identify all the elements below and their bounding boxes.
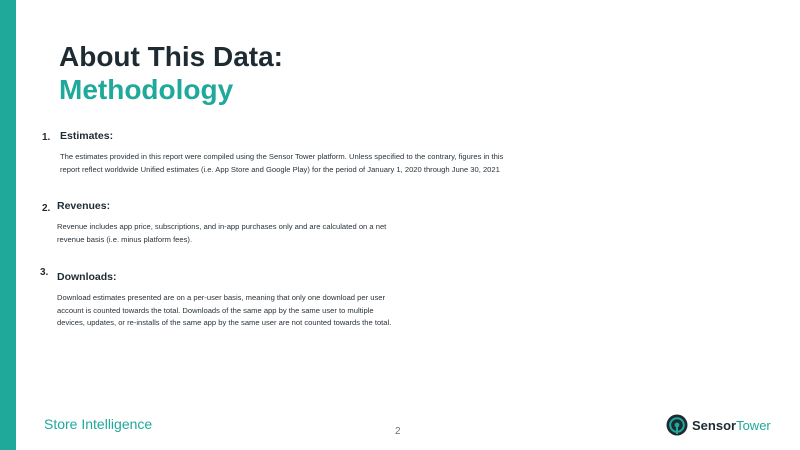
logo-text-tower: Tower (736, 417, 771, 433)
footer-store-intelligence: Store Intelligence (44, 416, 153, 432)
body-line: revenue basis (i.e. minus platform fees). (57, 234, 193, 244)
item-heading-estimates: Estimates: (60, 130, 114, 142)
body-line: The estimates provided in this report were compiled using the Sensor Tower platform. Unless specified to the contrary, figures in this (60, 152, 504, 161)
sensor-tower-logo (666, 412, 770, 438)
body-line: Revenue includes app price, subscriptions, and in-app purchases only and are calculated on a net (57, 222, 387, 231)
body-line: Download estimates presented are on a per-user basis, meaning that only one download per user (57, 293, 385, 302)
item-body-estimates (60, 151, 580, 176)
page-title: About This Data: (59, 41, 283, 72)
page-subtitle: Methodology (59, 74, 234, 105)
body-line: account is counted towards the total. Downloads of the same app by the same user to multiple (57, 305, 374, 315)
logo-wordmark (692, 418, 771, 433)
item-body-revenues (57, 221, 457, 246)
item-heading-revenues: Revenues: (57, 200, 111, 212)
sensor-tower-logo-icon (666, 414, 688, 436)
item-number-2: 2. (42, 203, 51, 214)
body-line: devices, updates, or re-installs of the same app by the same user are not counted towards the total. (57, 318, 392, 327)
logo-text-sensor: Sensor (692, 417, 737, 433)
item-body-downloads (57, 292, 477, 330)
item-number-1: 1. (42, 132, 51, 143)
page-number: 2 (395, 426, 401, 437)
item-number-3: 3. (40, 267, 49, 278)
item-heading-downloads: Downloads: (57, 271, 117, 283)
left-accent-bar (0, 0, 16, 450)
body-line: report reflect worldwide Unified estimates (i.e. App Store and Google Play) for the period of January 1, 2020 through June 30, 2021 (60, 164, 500, 174)
